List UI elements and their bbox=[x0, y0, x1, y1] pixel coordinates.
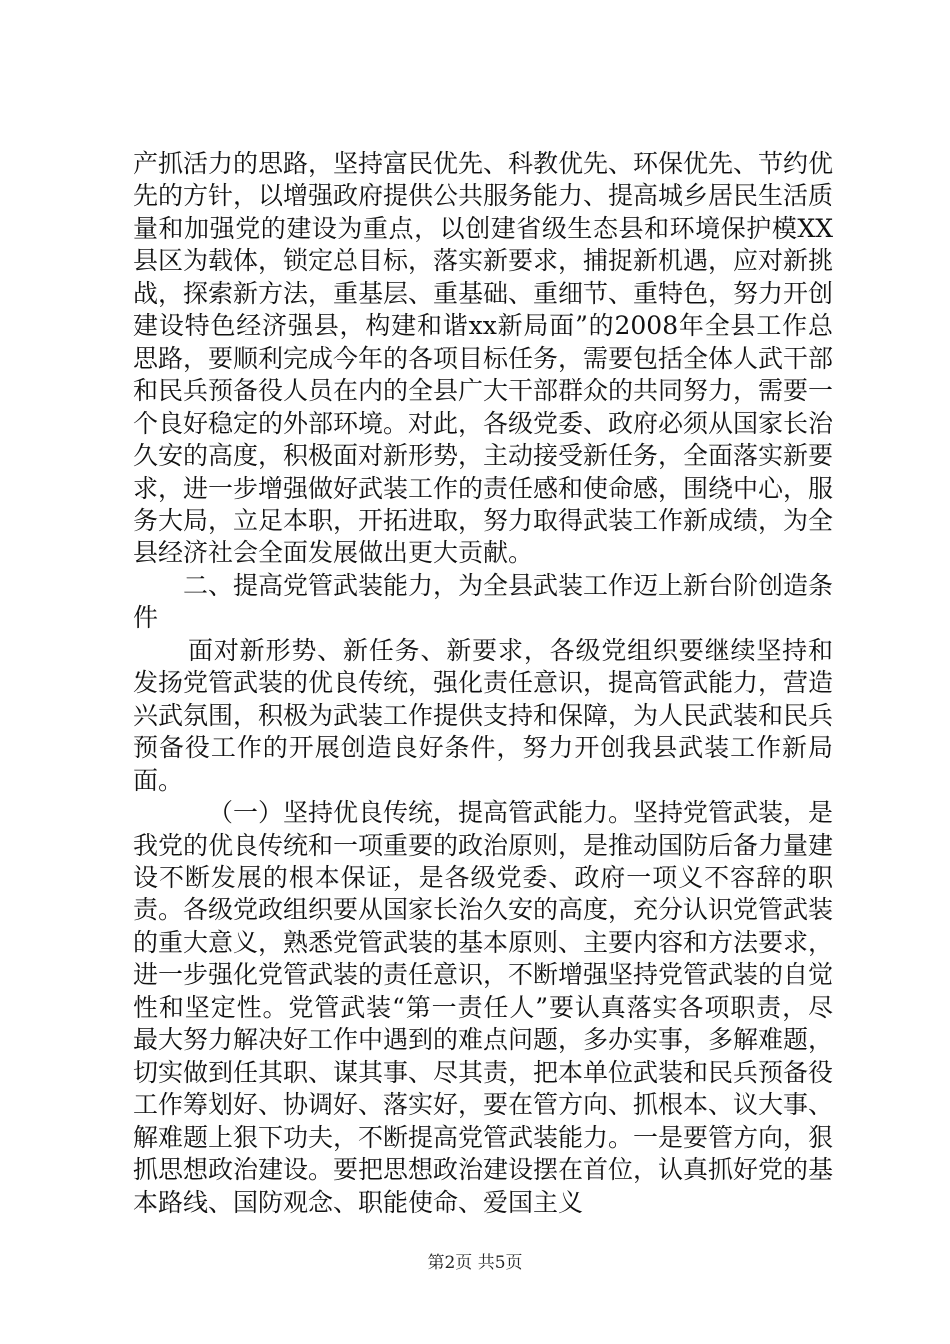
document-body bbox=[133, 148, 833, 1219]
paragraph-subsection-one: （一）坚持优良传统，提高管武能力。坚持党管武装，是我党的优良传统和一项重要的政治原则，是推动国防后备力量建设不断发展的根本保证，是各级党委、政府一项义不容辞的职责。各级党政组织要从国家长治久安的高度，充分认识党管武装的重大意义，熟悉党管武装的基本原则、主要内容和方法要求，进一步强化党管武装的责任意识，不断增强坚持党管武装的自觉性和坚定性。党管武装“第一责任人”要认真落实各项职责，尽最大努力解决好工作中遇到的难点问题，多办实事，多解难题，切实做到任其职、谋其事、尽其责，把本单位武装和民兵预备役工作筹划好、协调好、落实好，要在管方向、抓根本、议大事、解难题上狠下功夫，不断提高党管武装能力。一是要管方向，狠抓思想政治建设。要把思想政治建设摆在首位，认真抓好党的基本路线、国防观念、职能使命、爱国主义 bbox=[133, 798, 834, 1217]
page-number-footer: 第2页 共5页 bbox=[427, 1253, 523, 1273]
paragraph-section-intro: 面对新形势、新任务、新要求，各级党组织要继续坚持和发扬党管武装的优良传统，强化责任意识，提高管武能力，营造兴武氛围，积极为武装工作提供支持和保障，为人民武装和民兵预备役工作的开展创造良好条件，努力开创我县武装工作新局面。 bbox=[133, 635, 834, 795]
paragraph-continuation: 产抓活力的思路，坚持富民优先、科教优先、环保优先、节约优先的方针，以增强政府提供公共服务能力、提高城乡居民生活质量和加强党的建设为重点，以创建省级生态县和环境保护模XX县区为载体，锁定总目标，落实新要求，捕捉新机遇，应对新挑战，探索新方法，重基层、重基础、重细节、重特色，努力开创建设特色经济强县，构建和谐xx新局面”的2008年全县工作总思路，要顺利完成今年的各项目标任务，需要包括全体人武干部和民兵预备役人员在内的全县广大干部群众的共同努力，需要一个良好稳定的外部环境。对此，各级党委、政府必须从国家长治久安的高度，积极面对新形势，主动接受新任务，全面落实新要求，进一步增强做好武装工作的责任感和使命感，围绕中心，服务大局，立足本职，开拓进取，努力取得武装工作新成绩，为全县经济社会全面发展做出更大贡献。 bbox=[133, 149, 834, 568]
section-heading-two: 二、提高党管武装能力，为全县武装工作迈上新台阶创造条件 bbox=[133, 570, 834, 633]
